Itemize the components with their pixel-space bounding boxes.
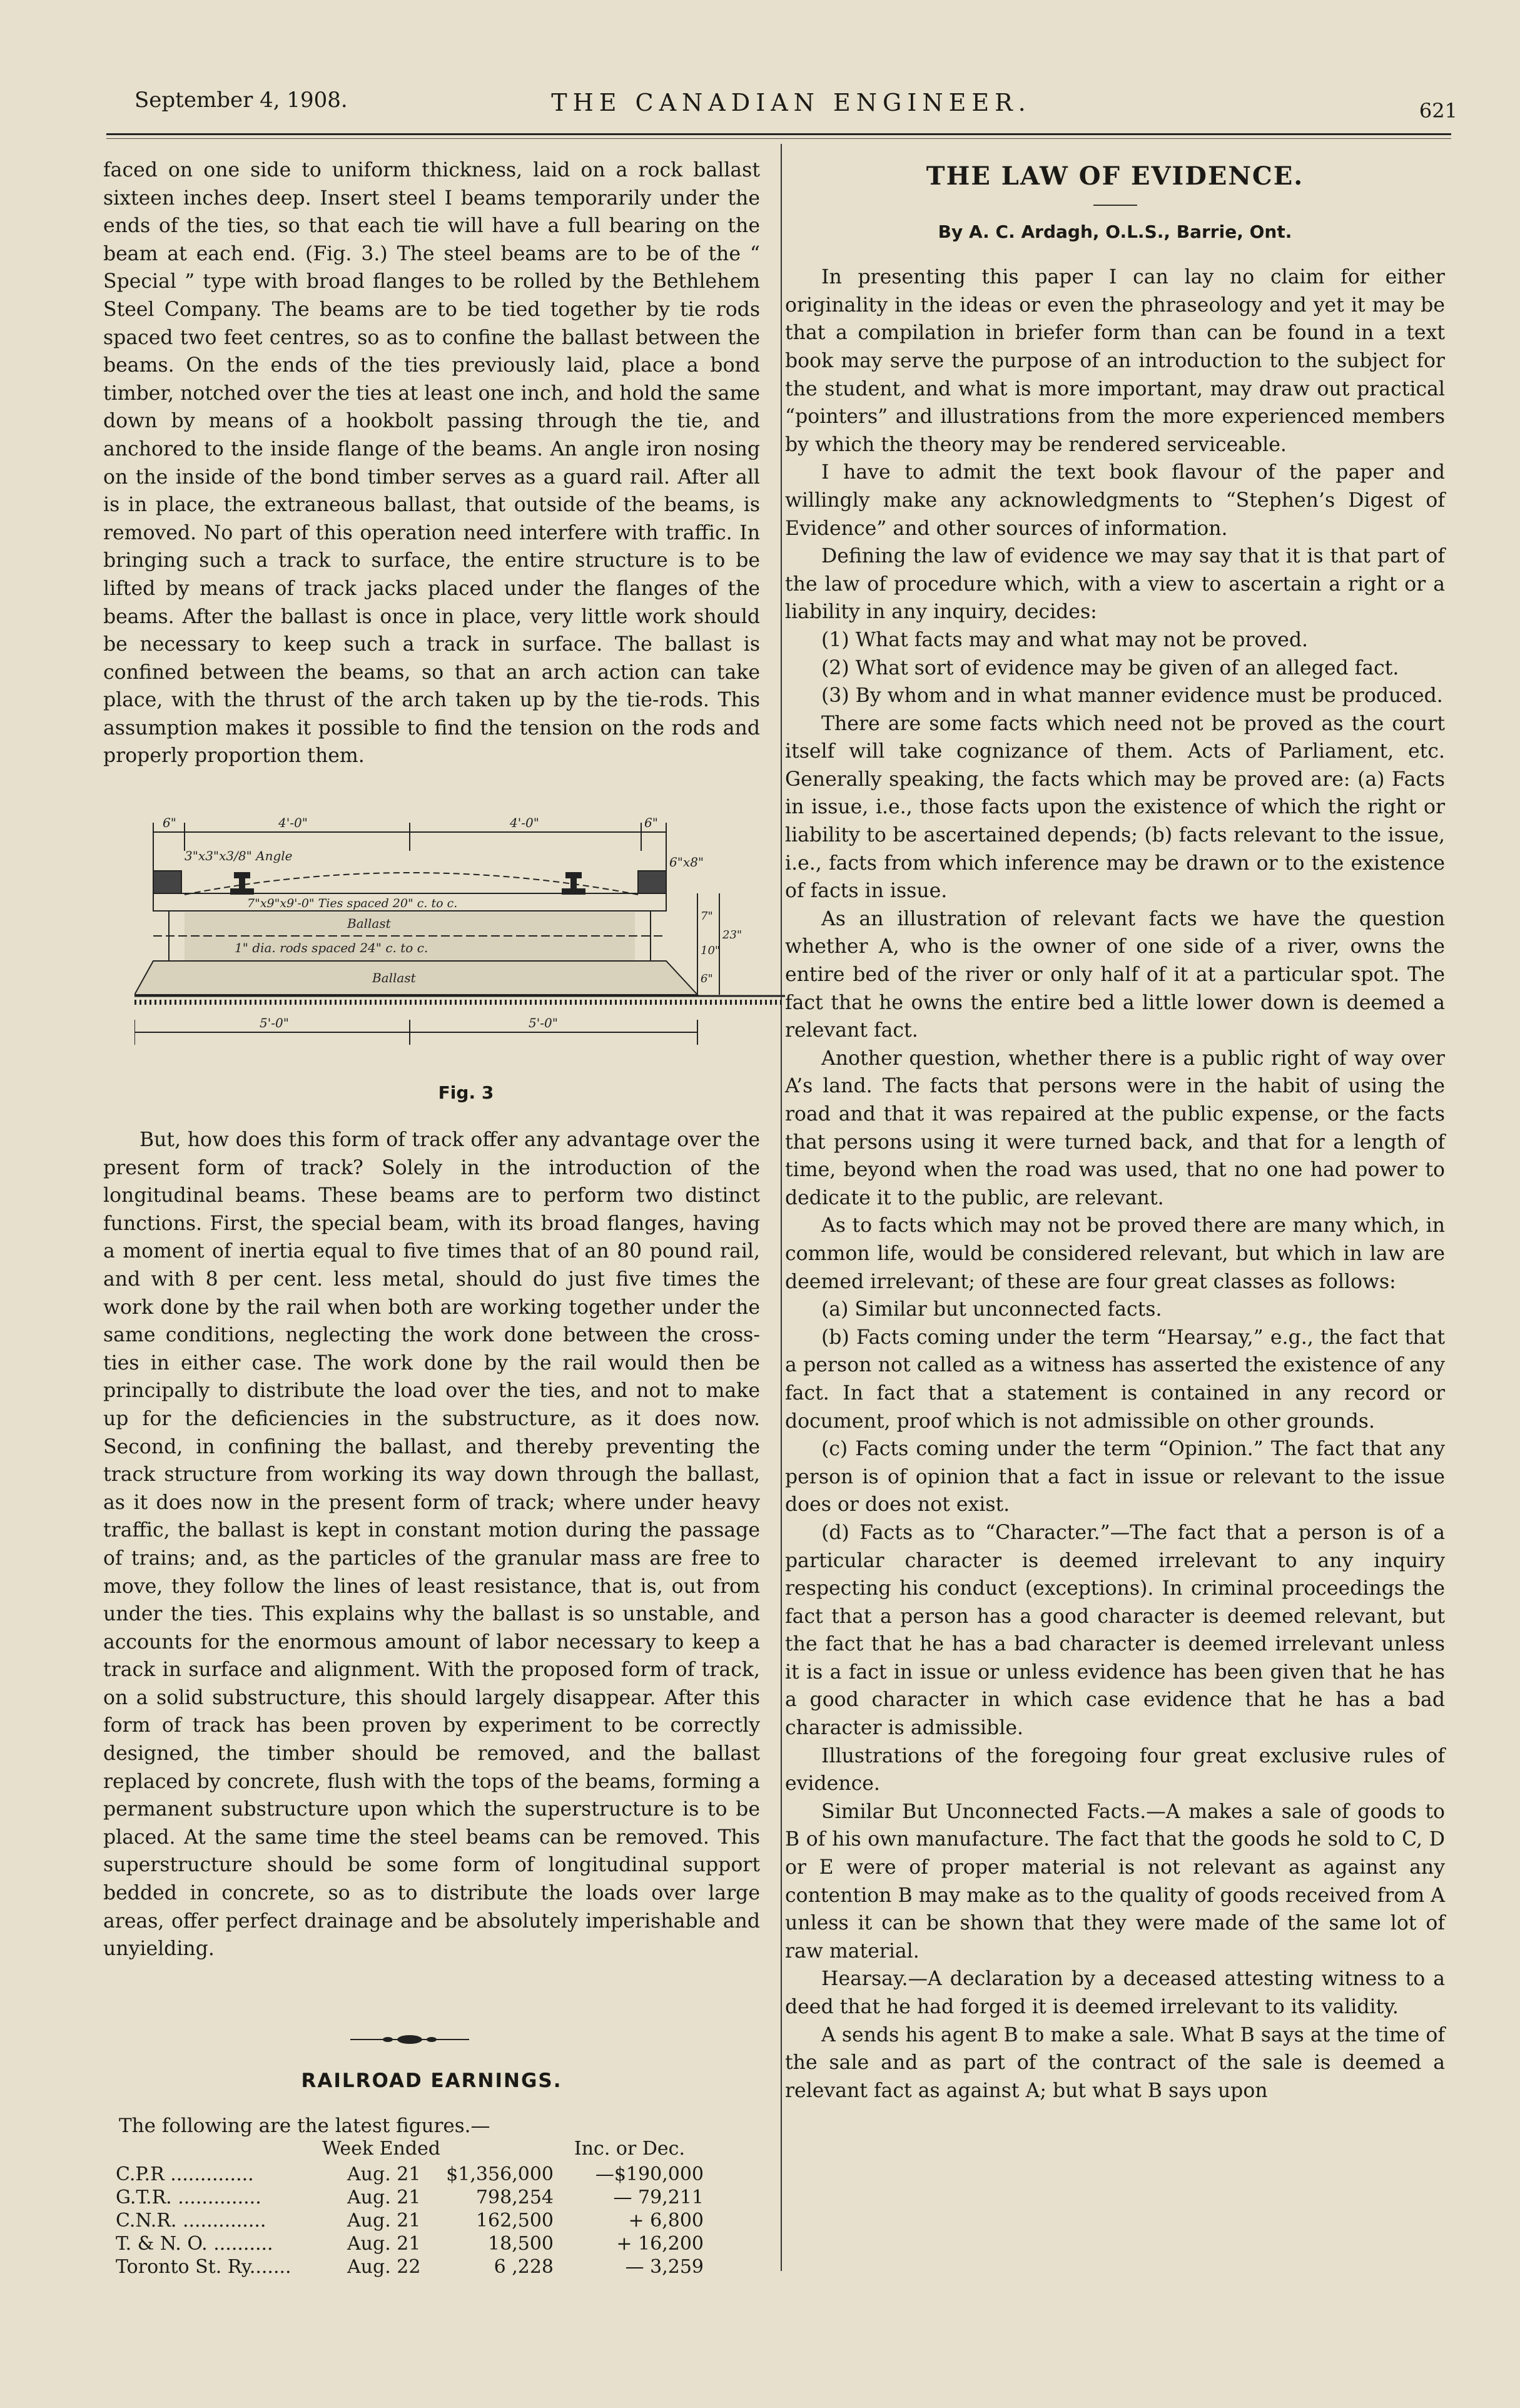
list-item: (2) What sort of evidence may be given of an alleged fact. — [821, 656, 1399, 679]
track-cross-section-figure — [134, 813, 798, 1107]
list-item: (b) Facts coming under the term “Hearsay,” e.g., the fact that a person not called as a witness has asserted the existence of any fact. In fact that a statement is contained in any record or document, proof which is not admissible on other grounds. — [785, 1326, 1445, 1433]
ties-label: 7"x9"x9'-0" Ties spaced 20" c. to c. — [247, 897, 458, 910]
change: — 3,259 — [625, 2256, 704, 2278]
list-item: (d) Facts as to “Character.”—The fact that a person is of a particular character is deemed irrelevant to any inquiry respecting his conduct (exceptions). In criminal proceedings the fact that a person has a good character is deemed relevant, but the fact that he has a bad character is deemed irrelevant unless it is a fact in issue or unless evidence has been given that he has a good character in which case evidence that he has a bad character is admissible. — [785, 1521, 1445, 1740]
journal-title: THE CANADIAN ENGINEER. — [551, 89, 1031, 116]
dim-label: 5'-0" — [529, 1015, 558, 1030]
paragraph: Illustrations of the foregoing four great exclusive rules of evidence. — [785, 1744, 1445, 1796]
paragraph: A sends his agent B to make a sale. What B says at the time of the sale and as part of the contract of the sale is deemed a relevant fact as against A; but what B says upon — [785, 2023, 1445, 2102]
road-name: G.T.R. .............. — [116, 2187, 261, 2208]
column-divider — [781, 144, 782, 2271]
table-row — [116, 2163, 741, 2186]
amount: 798,254 — [475, 2187, 554, 2208]
change: —$190,000 — [595, 2163, 704, 2185]
table-row — [116, 2186, 741, 2209]
page-header — [125, 81, 1457, 125]
issue-date: September 4, 1908. — [134, 88, 348, 113]
header-rule-thin — [106, 138, 1451, 139]
paragraph: Similar But Unconnected Facts.—A makes a sale of goods to B of his own manufacture. The fact that the goods he sold to C, D or E were of proper material is not relevant as against any contention B may make as to the quality of goods received from A unless it can be shown that they were made of the same lot of raw material. — [785, 1800, 1445, 1963]
paragraph: Defining the law of evidence we may say that it is that part of the law of procedure which, with a view to ascertain a right or a liability in any inquiry, decides: — [785, 545, 1445, 624]
paragraph: As to facts which may not be proved there are many which, in common life, would be considered relevant, but which in law are deemed irrelevant; of these are four great classes as follows: — [785, 1214, 1445, 1293]
dim-label: 6" — [644, 815, 658, 830]
week-ended: Aug. 21 — [347, 2210, 421, 2232]
paragraph: faced on one side to uniform thickness, laid on a rock ballast sixteen inches deep. Insert steel I beams temporarily under the ends of the ties, so that each tie will have a full bearing on the beam at each end. (Fig. 3.) The steel beams are to be of the “ Special ” type with broad flanges to be rolled by the Bethlehem Steel Company. The beams are to be tied together by tie rods spaced two feet centres, so as to confine the ballast between the beams. On the ends of the ties previously laid, place a bond timber, notched over the ties at least one inch, and hold the same down by means of a hookbolt passing through the tie, and anchored to the inside flange of the beams. An angle iron nosing on the inside of the bond timber serves as a guard rail. After all is in place, the extraneous ballast, that outside of the beams, is removed. No part of this operation need interfere with traffic. In bringing such a track to surface, the entire structure is to be lifted by means of track jacks placed under the flanges of the beams. After the ballast is once in place, very little work should be necessary to keep such a track in surface. The ballast is confined between the beams, so that an arch action can take place, with the thrust of the arch taken up by the tie-rods. This assumption makes it possible to find the tension on the rods and properly proportion them. — [103, 159, 760, 768]
article-title: THE LAW OF EVIDENCE. — [926, 161, 1304, 191]
dim-label: 23" — [722, 928, 742, 942]
angle-label: 3"x3"x3/8" Angle — [185, 848, 293, 863]
earnings-table — [116, 2140, 741, 2278]
dim-label: 10" — [701, 944, 721, 957]
header-rule — [106, 133, 1451, 135]
paragraph: But, how does this form of track offer any advantage over the present form of track? Solely in the introduction of the longitudinal beams. These beams are to perform two distinct functions. First, the special beam, with its broad flanges, having a moment of inertia equal to five times that of an 80 pound rail, and with 8 per cent. less metal, should do just five times the work done by the rail when both are working together under the same conditions, neglecting the work done between the cross-ties in either case. The work done by the rail would then be principally to distribute the load over the ties, and not to make up for the deficiencies in the substructure, as it does now. Second, in confining the ballast, and thereby preventing the track structure from working its way down through the ballast, as it does now in the present form of track; where under heavy traffic, the ballast is kept in constant motion during the passage of trains; and, as the particles of the granular mass are free to move, they follow the lines of least resistance, that is, out from under the ties. This explains why the ballast is so unstable, and accounts for the enormous amount of labor necessary to keep a track in surface and alignment. With the proposed form of track, on a solid substructure, this should largely disappear. After this form of track has been proven by experiment to be correctly designed, the timber should be removed, and the ballast replaced by concrete, flush with the tops of the beams, forming a permanent substructure upon which the superstructure is to be placed. At the same time the steel beams can be removed. This superstructure should be some form of longitudinal support bedded in concrete, so as to distribute the loads over large areas, offer perfect drainage and be absolutely imperishable and unyielding. — [103, 1129, 760, 1961]
railroad-intro: The following are the latest figures.— — [119, 2115, 490, 2137]
paragraph: Another question, whether there is a public right of way over A’s land. The facts that persons were in the habit of using the road and that it was repaired at the public expense, or the facts that persons using it were turned back, and that for a length of time, beyond when the road was used, that no one had power to dedicate it to the public, are relevant. — [785, 1047, 1445, 1209]
amount: 6 ,228 — [494, 2256, 554, 2278]
week-ended: Aug. 21 — [347, 2163, 421, 2185]
dim-label: 6" — [163, 815, 176, 830]
railroad-earnings-title: RAILROAD EARNINGS. — [301, 2070, 562, 2092]
article-byline: By A. C. Ardagh, O.L.S., Barrie, Ont. — [938, 221, 1292, 242]
right-column — [785, 156, 1445, 2105]
week-ended: Aug. 22 — [347, 2256, 421, 2278]
left-column-middle — [103, 1126, 760, 1963]
list-item: (1) What facts may and what may not be proved. — [821, 628, 1309, 651]
dim-label: 4'-0" — [278, 815, 308, 830]
column-header: Inc. or Dec. — [574, 2138, 685, 2160]
paragraph: There are some facts which need not be proved as the court itself will take cognizance of them. Acts of Parliament, etc. Generally speaking, the facts which may be proved are: (a) Facts in issue, i.e., those facts upon the existence of which the right or liability to be ascertained depends; (b) facts relevant to the issue, i.e., facts from which inference may be drawn or to the existence of facts in issue. — [785, 712, 1445, 903]
table-row — [116, 2209, 741, 2232]
road-name: Toronto St. Ry....... — [116, 2256, 291, 2278]
dim-label: 5'-0" — [260, 1015, 289, 1030]
amount: $1,356,000 — [446, 2163, 554, 2185]
dim-label: 4'-0" — [510, 815, 539, 830]
table-header-row — [116, 2137, 741, 2160]
fig-3-drawing — [134, 813, 798, 1076]
figure-caption: Fig. 3 — [438, 1082, 494, 1103]
table-row — [116, 2255, 741, 2278]
list-item: (3) By whom and in what manner evidence must be produced. — [821, 684, 1443, 708]
ballast-label: Ballast — [372, 970, 416, 985]
change: + 16,200 — [616, 2233, 704, 2255]
paragraph: Hearsay.—A declaration by a deceased attesting witness to a deed that he had forged it is deemed irrelevant to its validity. — [785, 1968, 1445, 2018]
column-header: Week Ended — [322, 2138, 440, 2160]
page-number: 621 — [1419, 99, 1457, 123]
title-rule — [1093, 205, 1137, 206]
week-ended: Aug. 21 — [347, 2233, 421, 2255]
amount: 162,500 — [475, 2210, 554, 2232]
week-ended: Aug. 21 — [347, 2187, 421, 2208]
change: + 6,800 — [628, 2210, 704, 2232]
list-item: (a) Similar but unconnected facts. — [821, 1298, 1162, 1321]
rods-label: 1" dia. rods spaced 24" c. to c. — [235, 940, 428, 955]
list-item: (c) Facts coming under the term “Opinion.” The fact that any person is of opinion that a fact in issue or relevant to the issue does or does not exist. — [785, 1438, 1445, 1516]
dim-label: 6" — [701, 972, 713, 985]
left-column-top — [103, 156, 760, 770]
paragraph: In presenting this paper I can lay no claim for either originality in the ideas or even the phraseology and yet it may be that a compilation in briefer form than can be found in a text book may serve the purpose of an introduction to the subject for the student, and what is more important, may draw out practical “pointers” and illustrations from the more experienced members by which the theory may be rendered serviceable. — [785, 266, 1445, 456]
paragraph: I have to admit the text book flavour of the paper and willingly make any acknowledgments to “Stephen’s Digest of Evidence” and other sources of information. — [785, 461, 1445, 540]
road-name: C.N.R. .............. — [116, 2210, 266, 2232]
paragraph: As an illustration of relevant facts we have the question whether A, who is the owner of one side of a river, owns the entire bed of the river or only half of it at a particular spot. The fact that he owns the entire bed a little lower down is deemed a relevant fact. — [785, 907, 1445, 1042]
ballast-label: Ballast — [347, 916, 391, 931]
timber-label: 6"x8" — [669, 855, 704, 870]
section-ornament — [350, 2033, 469, 2046]
table-row — [116, 2232, 741, 2255]
amount: 18,500 — [488, 2233, 554, 2255]
dim-label: 7" — [701, 910, 713, 923]
road-name: C.P.R .............. — [116, 2163, 254, 2185]
road-name: T. & N. O. .......... — [116, 2233, 273, 2255]
change: — 79,211 — [613, 2187, 704, 2208]
